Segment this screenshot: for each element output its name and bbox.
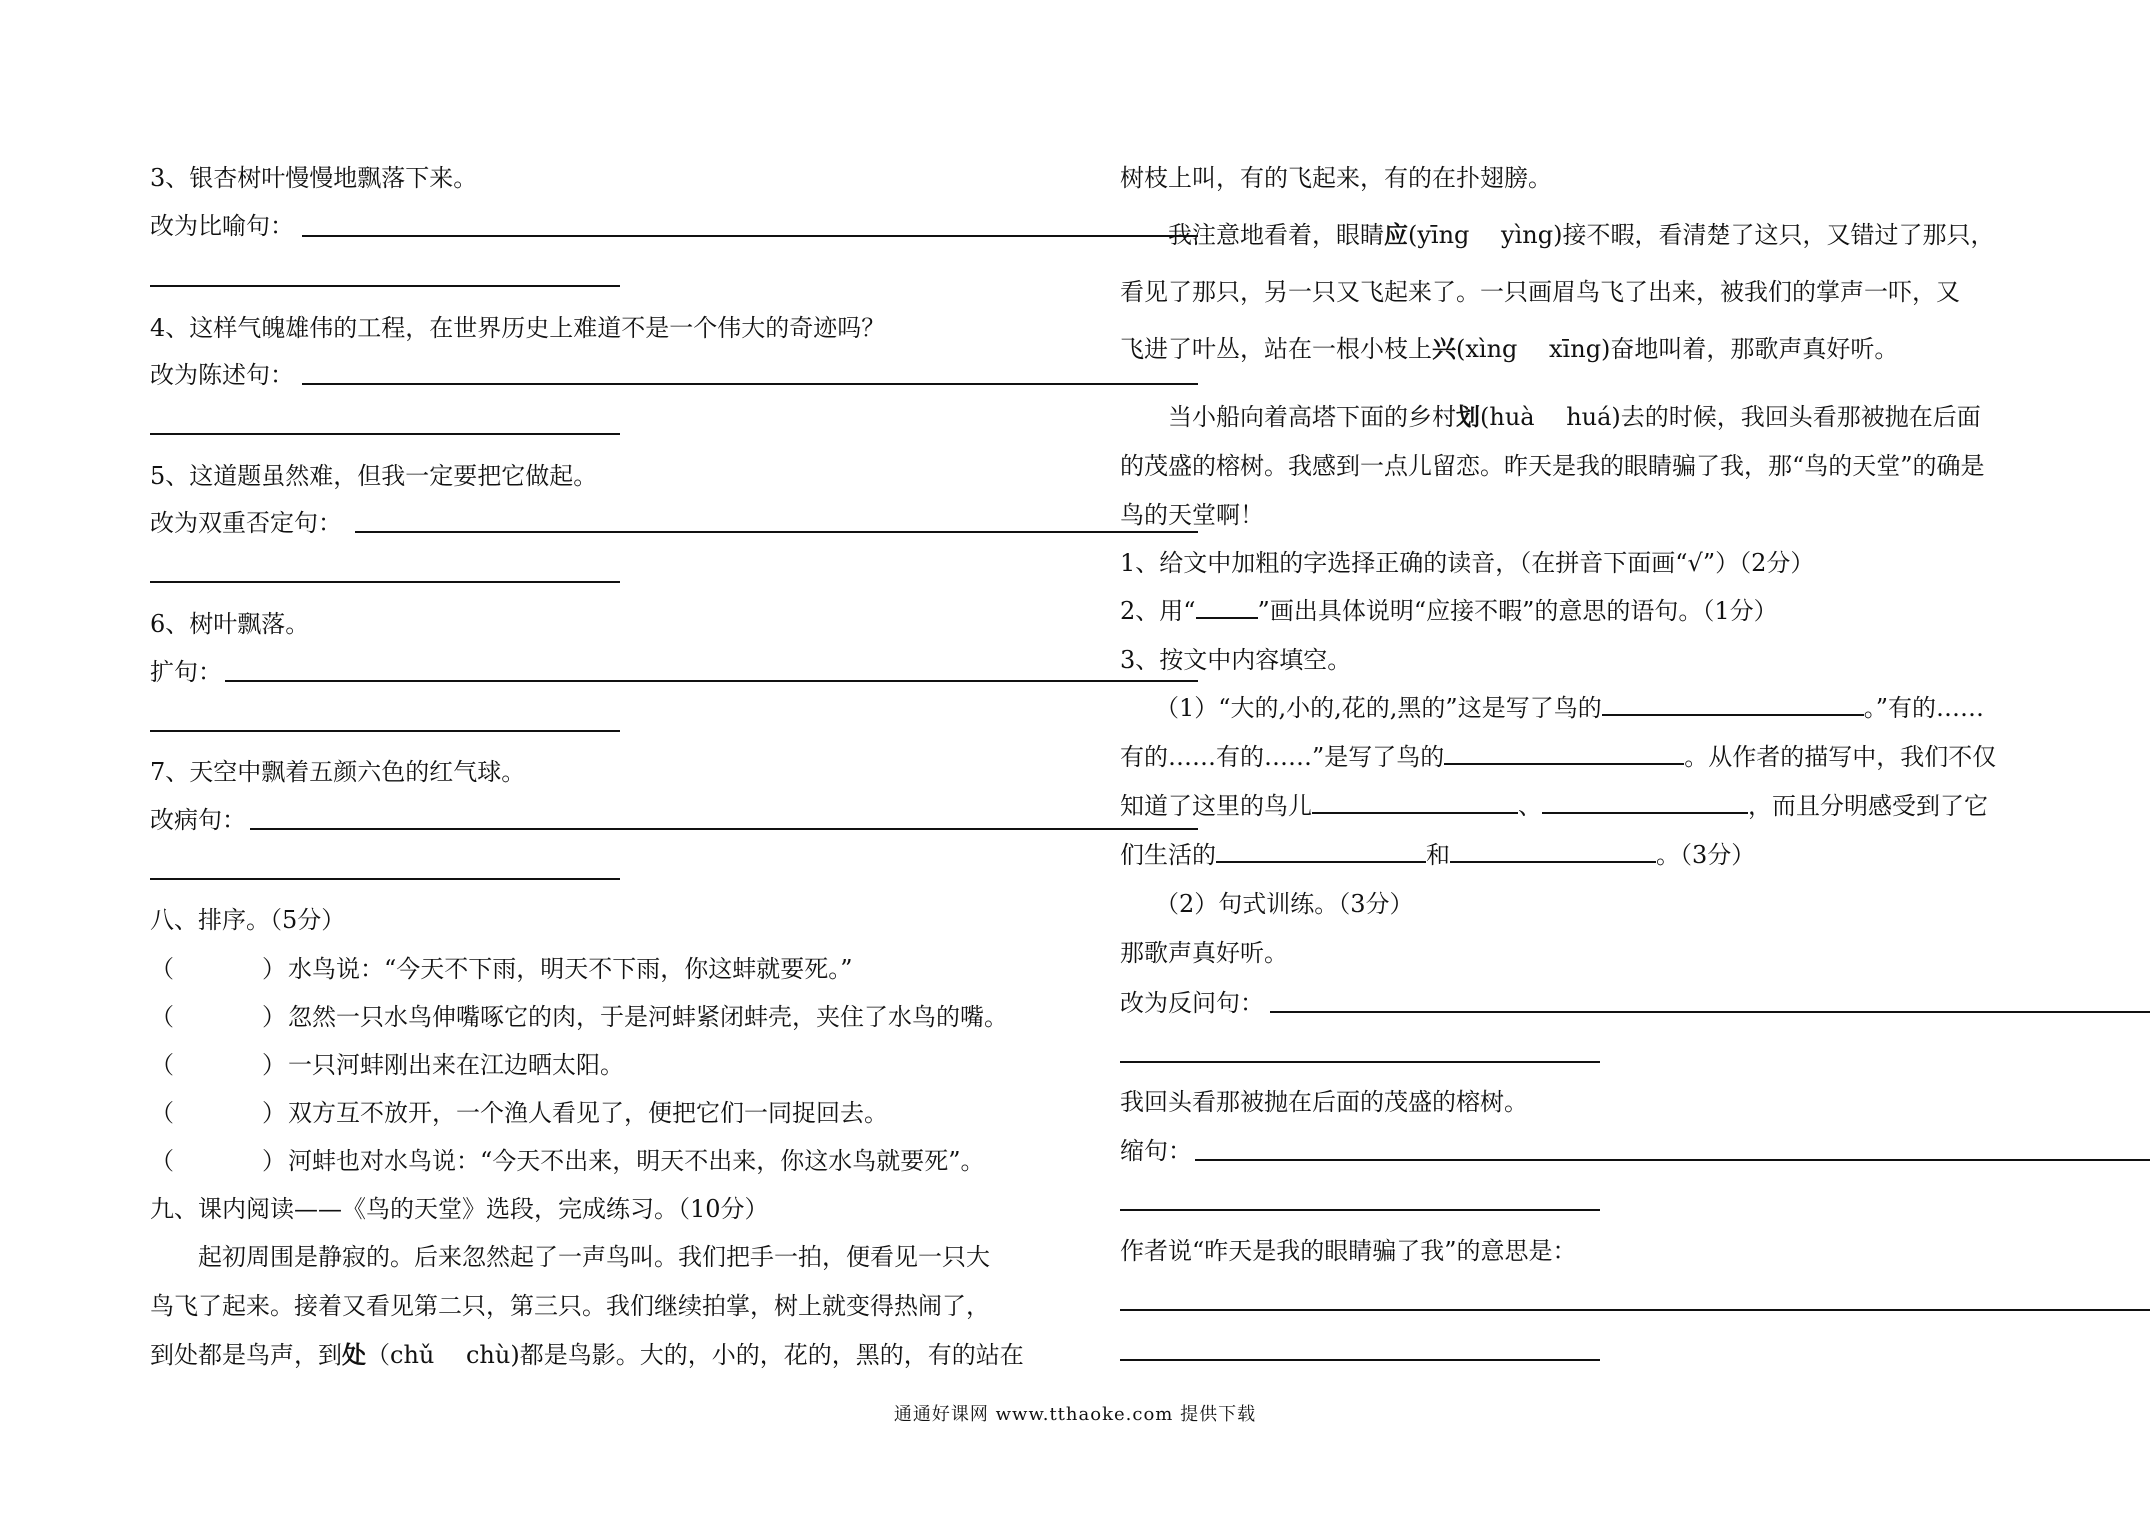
order-paren-open: （ [150,1051,174,1079]
order-paren-close: ） [262,1051,286,1079]
order-item [150,1141,985,1176]
order-item-text: 水鸟说：“今天不下雨，明天不下雨，你这蚌就要死。” [288,955,853,983]
passage-line: 树枝上叫，有的飞起来，有的在扑翅膀。 [1120,164,1552,192]
order-paren-open: （ [150,955,174,983]
answer-line[interactable] [1120,1309,2150,1311]
passage-line: 看见了那只，另一只又飞起来了。一只画眉鸟飞了出来，被我们的掌声一吓，又 [1120,278,1960,306]
q5-label: 改为双重否定句： [150,509,342,537]
sentence: 作者说“昨天是我的眼睛骗了我”的意思是： [1120,1237,1577,1265]
answer-line[interactable] [1120,1359,1600,1361]
fill-blank[interactable] [1312,790,1518,814]
order-item [150,1045,624,1080]
underline-sample [1196,595,1258,619]
passage-line: 的茂盛的榕树。我感到一点儿留恋。昨天是我的眼睛骗了我，那“鸟的天堂”的确是 [1120,452,1985,480]
sentence: 我回头看那被抛在后面的茂盛的榕树。 [1120,1088,1528,1116]
fill-blank[interactable] [1216,839,1426,863]
q5-answer-line-2[interactable] [150,581,620,583]
question-1: 1、给文中加粗的字选择正确的读音，（在拼音下面画“√”）（2分） [1120,549,1815,577]
fill-blank[interactable] [1444,741,1684,765]
answer-line[interactable] [1195,1159,2150,1161]
fill-blank[interactable] [1602,692,1864,716]
fill-line: 有的……有的……”是写了鸟的 。从作者的描写中，我们不仅 [1120,743,1997,771]
q3-title: 3、银杏树叶慢慢地飘落下来。 [150,164,478,192]
question-3: 3、按文中内容填空。 [1120,646,1352,674]
fill-line: （1）“大的,小的,花的,黑的”这是写了鸟的 。”有的…… [1155,694,1984,722]
fill-line: 知道了这里的鸟儿 、 ，而且分明感受到了它 [1120,792,1988,820]
answer-line[interactable] [1270,1011,2150,1013]
sub-question: （2）句式训练。（3分） [1155,890,1414,918]
fill-line: 们生活的 和 。（3分） [1120,841,1756,869]
q4-answer-line[interactable] [302,383,1198,385]
order-item [150,997,1008,1032]
sentence-label: 改为反问句： [1120,989,1264,1017]
passage-line: 到处都是鸟声，到处（chǔ chù)都是鸟影。大的，小的，花的，黑的，有的站在 [150,1340,1024,1369]
answer-line[interactable] [1120,1061,1600,1063]
order-paren-close: ） [262,1147,286,1175]
bold-char: 应 [1384,220,1408,249]
q6-answer-line[interactable] [225,680,1198,682]
order-paren-close: ） [262,1003,286,1031]
order-item-text: 河蚌也对水鸟说：“今天不出来，明天不出来，你这水鸟就要死”。 [288,1147,985,1175]
order-paren-close: ） [262,1099,286,1127]
answer-line[interactable] [1120,1209,1600,1211]
sentence-label: 缩句： [1120,1137,1192,1165]
q7-label: 改病句： [150,806,246,834]
q5-title: 5、这道题虽然难，但我一定要把它做起。 [150,462,598,490]
bold-char: 兴 [1432,334,1456,363]
q7-title: 7、天空中飘着五颜六色的红气球。 [150,758,526,786]
sentence: 那歌声真好听。 [1120,939,1288,967]
question-2: 2、用“ ”画出具体说明“应接不暇”的意思的语句。（1分） [1120,597,1778,625]
q3-label: 改为比喻句： [150,212,294,240]
order-paren-open: （ [150,1003,174,1031]
section8-title: 八、排序。（5分） [150,906,346,934]
passage-line: 我注意地看着，眼睛应(yīng yìng)接不暇，看清楚了这只，又错过了那只， [1168,220,1995,249]
passage-line: 鸟的天堂啊！ [1120,501,1264,529]
q5-answer-line[interactable] [355,531,1198,533]
order-item-text: 双方互不放开，一个渔人看见了，便把它们一同捉回去。 [288,1099,888,1127]
order-item [150,1093,888,1128]
q7-answer-line-2[interactable] [150,878,620,880]
passage-line: 鸟飞了起来。接着又看见第二只，第三只。我们继续拍掌，树上就变得热闹了， [150,1292,990,1320]
order-item [150,949,853,984]
q7-answer-line[interactable] [250,828,1198,830]
order-paren-close: ） [262,955,286,983]
q4-answer-line-2[interactable] [150,433,620,435]
q3-answer-line[interactable] [302,235,1198,237]
fill-blank[interactable] [1542,790,1748,814]
passage-line: 飞进了叶丛，站在一根小枝上兴(xìng xīng)奋地叫着，那歌声真好听。 [1120,334,1899,363]
q6-answer-line-2[interactable] [150,730,620,732]
q4-title: 4、这样气魄雄伟的工程，在世界历史上难道不是一个伟大的奇迹吗？ [150,314,886,342]
order-paren-open: （ [150,1147,174,1175]
order-paren-open: （ [150,1099,174,1127]
order-item-text: 一只河蚌刚出来在江边晒太阳。 [288,1051,624,1079]
q6-label: 扩句： [150,658,222,686]
fill-blank[interactable] [1450,839,1656,863]
q4-label: 改为陈述句： [150,361,294,389]
passage-line: 当小船向着高塔下面的乡村划(huà huá)去的时候，我回头看那被抛在后面 [1168,402,1981,431]
section9-title: 九、课内阅读——《鸟的天堂》选段，完成练习。（10分） [150,1195,769,1223]
order-item-text: 忽然一只水鸟伸嘴啄它的肉，于是河蚌紧闭蚌壳，夹住了水鸟的嘴。 [288,1003,1008,1031]
bold-char: 划 [1456,402,1480,431]
passage-line: 起初周围是静寂的。后来忽然起了一声鸟叫。我们把手一拍，便看见一只大 [198,1243,990,1271]
bold-char: 处 [342,1340,366,1369]
q3-answer-line-2[interactable] [150,285,620,287]
footer-credit: 通通好课网 www.tthaoke.com 提供下载 [893,1404,1257,1425]
q6-title: 6、树叶飘落。 [150,610,310,638]
